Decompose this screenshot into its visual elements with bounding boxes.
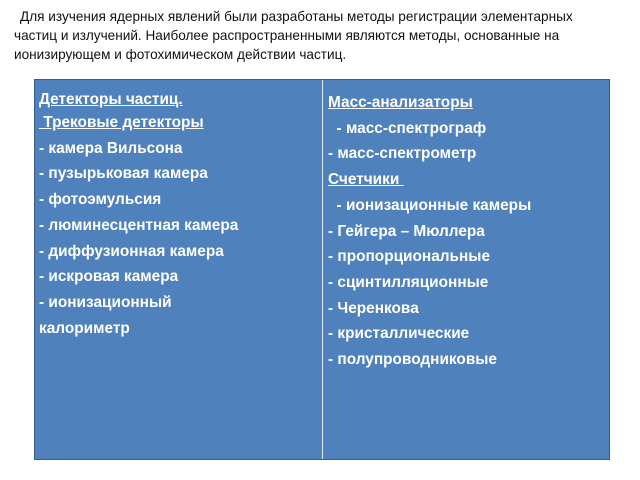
list-item: - полупроводниковые bbox=[328, 351, 497, 369]
list-item: - масс-спектрометр bbox=[328, 145, 477, 163]
counters-heading: Счетчики bbox=[328, 171, 404, 189]
list-item: - ионизационный калориметр bbox=[39, 293, 172, 337]
particle-detectors-heading: Детекторы частиц. bbox=[39, 91, 183, 108]
list-item: - пузырьковая камера bbox=[39, 165, 208, 183]
list-item: - пропорциональные bbox=[328, 248, 491, 266]
track-detectors-heading: Трековые детекторы bbox=[39, 114, 204, 131]
list-item: - сцинтилляционные bbox=[328, 273, 489, 291]
list-item: - кристаллические bbox=[328, 325, 470, 343]
mass-analyzers-column bbox=[323, 80, 609, 459]
intro-line-3: ионизирующем и фотохимическом действии частиц. bbox=[14, 47, 347, 62]
intro-line-2: частиц и излучений. Наиболее распространенными являются методы, основанные на bbox=[14, 28, 560, 43]
intro-paragraph bbox=[14, 7, 628, 64]
mass-analyzers-heading: Масс-анализаторы bbox=[328, 94, 473, 111]
list-item: - диффузионная камера bbox=[39, 242, 224, 260]
list-item: - Черенкова bbox=[328, 299, 419, 317]
list-item: - фотоэмульсия bbox=[39, 191, 162, 209]
list-item: - Гейгера – Мюллера bbox=[328, 222, 485, 240]
list-item: - люминесцентная камера bbox=[39, 216, 239, 234]
list-item: - искровая камера bbox=[39, 268, 179, 286]
list-item: - камера Вильсона bbox=[39, 139, 183, 157]
list-item: - масс-спектрограф bbox=[328, 119, 487, 137]
list-item: - ионизационные камеры bbox=[328, 196, 532, 214]
detector-table bbox=[34, 79, 610, 460]
particle-detectors-column bbox=[35, 80, 323, 459]
intro-line-1: Для изучения ядерных явлений были разработаны методы регистрации элементарных bbox=[20, 9, 573, 24]
